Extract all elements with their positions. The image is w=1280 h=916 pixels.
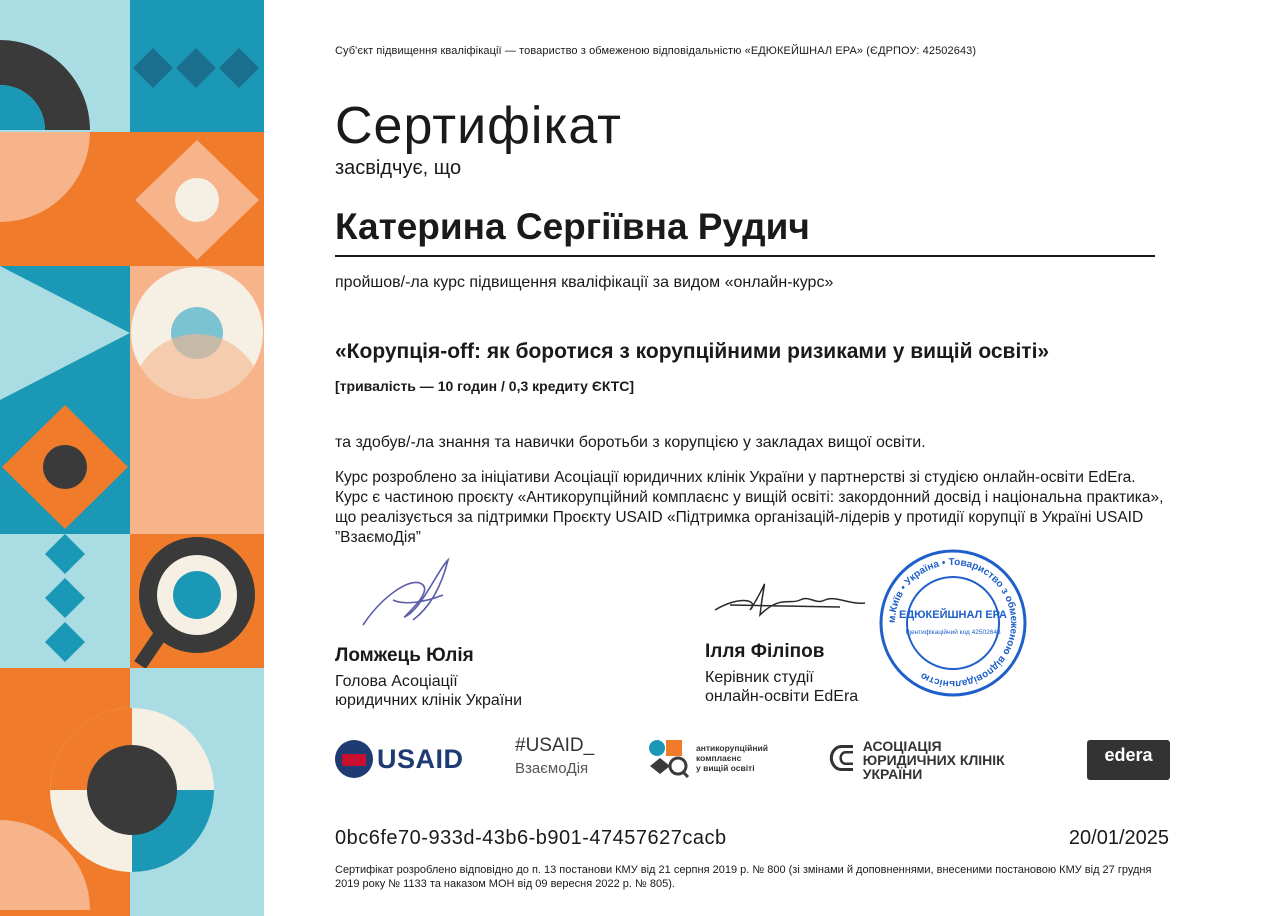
aclu-line1: АСОЦІАЦІЯ — [862, 737, 942, 754]
acp-line2: комплаєнс — [696, 753, 742, 763]
usaid-logo — [335, 740, 464, 778]
legal-note: Сертифікат розроблено відповідно до п. 13 постанови КМУ від 21 серпня 2019 р. № 800 (зі змінами й доповненнями, внесеними постановою КМУ від 27 грудня 2019 року № 1133 та наказом МОН від 09 вересня 2022 р. № 805). — [335, 864, 1152, 890]
signatory-1-name: Ломжець Юлія — [335, 645, 474, 666]
hashtag-line1: #USAID_ — [515, 735, 595, 756]
recipient-name: Катерина Сергіївна Рудич — [335, 206, 810, 247]
signature-2 — [710, 565, 870, 625]
signatory-2-name: Ілля Філіпов — [705, 641, 825, 662]
signatory-2-role-line2: онлайн-освіти EdEra — [705, 688, 859, 705]
edera-logo: edera — [1087, 740, 1170, 780]
seal-ring-text: м.Київ • Україна • Товариство з обмеженою відповідальністю — [886, 556, 1020, 690]
certificate-title: Сертифікат — [335, 97, 622, 155]
anticorruption-icon — [648, 738, 690, 778]
hashtag-logo — [515, 735, 594, 777]
seal-center-text: ЕДЮКЕЙШНАЛ ЕРА — [899, 609, 1007, 621]
course-title: «Корупція-off: як боротися з корупційними ризиками у вищій освіті» — [335, 340, 1050, 363]
aclu-line2: ЮРИДИЧНИХ КЛІНІК — [862, 751, 1005, 768]
partner-logos — [335, 735, 1185, 790]
signatory-1-role — [335, 672, 522, 710]
signatory-1-role-line2: юридичних клінік України — [335, 692, 523, 709]
certificate-id: 0bc6fe70-933d-43b6-b901-47457627cacb — [335, 827, 727, 849]
course-description: Курс розроблено за ініціативи Асоціації юридичних клінік України у партнерстві зі студією онлайн-освіти EdEra. Курс є частиною проєкту «Антикорупційний комплаєнс у вищій освіті: закордонний досвід і національна практика», що реалізується за підтримки Проєкту USAID «Підтримка організацій-лідерів у протидії корупції в Україні USAID ”ВзаємоДія” — [335, 469, 1164, 546]
aclu-logo — [828, 738, 1005, 781]
acp-line1: антикорупційний — [696, 743, 768, 753]
company-seal — [878, 548, 1028, 698]
anticorruption-logo — [648, 738, 768, 778]
certificate-subtitle: засвідчує, що — [335, 157, 462, 179]
signature-1 — [353, 555, 473, 635]
certificate-date: 20/01/2025 — [1068, 827, 1169, 849]
usaid-logo-text: USAID — [377, 743, 464, 774]
hashtag-line2: ВзаємоДія — [515, 760, 589, 777]
issuer-line: Суб'єкт підвищення кваліфікації — товариство з обмеженою відповідальністю «ЕДЮКЕЙШНАЛ ЕРА» (ЄДРПОУ: 42502643) — [335, 45, 977, 57]
signatory-2-role-line1: Керівник студії — [705, 669, 814, 686]
decorative-pattern — [0, 0, 264, 916]
acp-line3: у вищій освіті — [696, 763, 755, 773]
usaid-seal-icon — [335, 740, 373, 778]
aclu-mark-icon: ᕳ — [828, 738, 855, 779]
signatory-2-role — [705, 668, 858, 706]
signatory-1-role-line1: Голова Асоціації — [335, 673, 458, 690]
skills-text: та здобув/-ла знання та навички боротьби з корупцією у закладах вищої освіти. — [335, 434, 926, 451]
course-duration: [тривалість — 10 годин / 0,3 кредиту ЄКТС] — [335, 378, 635, 394]
completed-text: пройшов/-ла курс підвищення кваліфікації за видом «онлайн-курс» — [335, 274, 834, 291]
aclu-line3: УКРАЇНИ — [862, 765, 923, 782]
seal-sub-text: Ідентифікаційний код 42502643 — [905, 629, 1001, 636]
name-underline — [335, 255, 1155, 257]
